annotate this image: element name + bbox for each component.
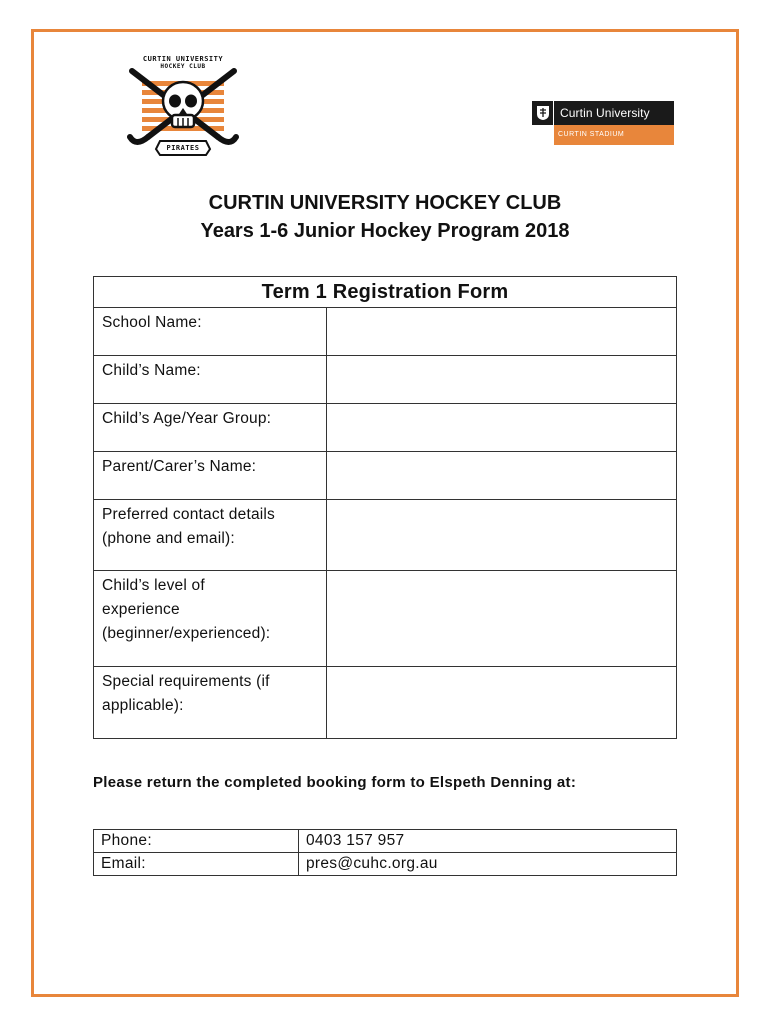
field-input-experience[interactable]	[327, 571, 677, 667]
registration-form-table	[93, 276, 677, 739]
label-line: experience	[102, 601, 180, 618]
phone-label: Phone:	[94, 830, 299, 853]
table-row	[94, 404, 677, 452]
label-line: Special requirements (if	[102, 673, 270, 690]
table-row	[94, 356, 677, 404]
form-title: Term 1 Registration Form	[94, 277, 677, 308]
field-label-school-name: School Name:	[94, 308, 327, 356]
university-name: Curtin University	[560, 106, 650, 120]
club-logo-badge: PIRATES	[166, 144, 200, 152]
field-label-experience	[94, 571, 327, 667]
field-input-contact-details[interactable]	[327, 500, 677, 571]
field-input-parent-name[interactable]	[327, 452, 677, 500]
title-club-name: CURTIN UNIVERSITY HOCKEY CLUB	[208, 192, 562, 214]
field-input-child-age[interactable]	[327, 404, 677, 452]
field-label-child-age: Child’s Age/Year Group:	[94, 404, 327, 452]
label-line: Preferred contact details	[102, 506, 276, 523]
document-title	[40, 189, 730, 245]
table-row	[94, 452, 677, 500]
email-label: Email:	[94, 853, 299, 876]
table-row	[94, 830, 677, 853]
field-input-child-name[interactable]	[327, 356, 677, 404]
email-value: pres@cuhc.org.au	[299, 853, 677, 876]
stadium-label: CURTIN STADIUM	[554, 125, 674, 145]
curtin-university-logo	[532, 101, 674, 145]
table-row	[94, 853, 677, 876]
club-logo-line2: HOCKEY CLUB	[160, 63, 206, 70]
field-input-special-requirements[interactable]	[327, 667, 677, 739]
contact-table	[93, 829, 677, 876]
club-logo-line1: CURTIN UNIVERSITY	[142, 55, 224, 63]
table-row	[94, 308, 677, 356]
table-row	[94, 667, 677, 739]
label-line: Child’s level of	[102, 577, 205, 594]
field-label-contact-details	[94, 500, 327, 571]
field-label-child-name: Child’s Name:	[94, 356, 327, 404]
club-logo-name	[118, 55, 248, 71]
table-row	[94, 500, 677, 571]
label-line: (beginner/experienced):	[102, 625, 271, 642]
club-logo	[118, 55, 248, 161]
table-row	[94, 571, 677, 667]
field-label-special-requirements	[94, 667, 327, 739]
field-label-parent-name: Parent/Carer’s Name:	[94, 452, 327, 500]
title-program-name: Years 1-6 Junior Hockey Program 2018	[200, 220, 570, 242]
label-line: (phone and email):	[102, 530, 235, 547]
label-line: applicable):	[102, 697, 184, 714]
curtin-crest-icon	[532, 101, 554, 125]
phone-value: 0403 157 957	[299, 830, 677, 853]
return-instructions: Please return the completed booking form to Elspeth Denning at:	[93, 774, 577, 791]
field-input-school-name[interactable]	[327, 308, 677, 356]
